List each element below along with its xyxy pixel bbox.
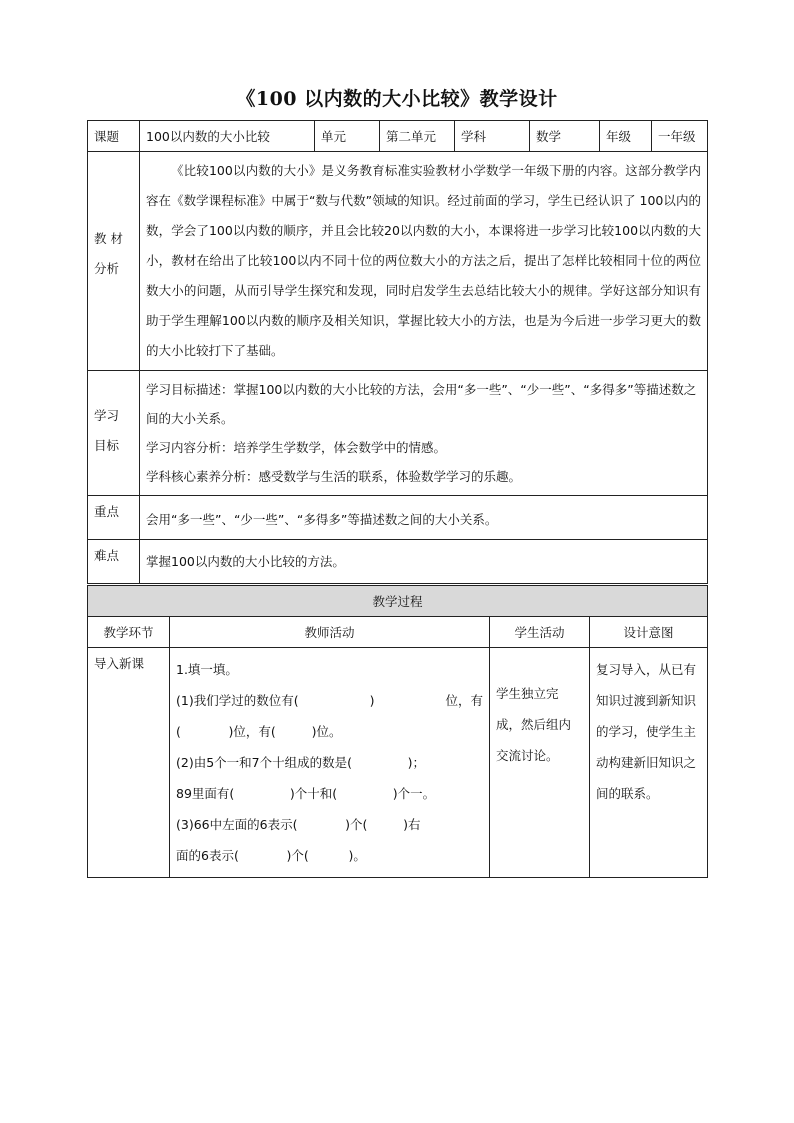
goal-content-analysis: 学习内容分析：培养学生学数学，体会数学中的情感。 xyxy=(146,440,447,455)
col-intent: 设计意图 xyxy=(590,617,708,648)
goals-label-line2: 目标 xyxy=(94,438,120,453)
goal-description: 学习目标描述：掌握100以内数的大小比较的方法，会用“多一些”、“少一些”、“多得多”等描述数之间的大小关系。 xyxy=(146,382,697,426)
teacher-q1-a: (1)我们学过的数位有( xyxy=(176,693,299,708)
keypoint-row xyxy=(88,496,708,540)
material-row xyxy=(88,152,708,371)
grade-label: 年级 xyxy=(600,121,652,152)
teacher-q2: (2)由5个一和7个十组成的数是( )； xyxy=(176,755,425,770)
goals-label-line1: 学习 xyxy=(94,408,120,423)
teacher-q1-b: ) xyxy=(369,693,375,708)
difficulty-label: 难点 xyxy=(88,540,140,584)
course-value: 100以内数的大小比较 xyxy=(140,121,315,152)
difficulty-text: 掌握100以内数的大小比较的方法。 xyxy=(140,540,708,584)
teacher-q1-line xyxy=(176,685,483,716)
col-student: 学生活动 xyxy=(490,617,590,648)
design-intent: 复习导入，从已有知识过渡到新知识的学习，使学生主动构建新旧知识之间的联系。 xyxy=(590,648,708,878)
col-stage: 教学环节 xyxy=(88,617,170,648)
grade-value: 一年级 xyxy=(652,121,708,152)
info-table xyxy=(87,120,708,584)
teacher-q1-c: 位，有 xyxy=(445,693,483,708)
difficulty-row xyxy=(88,540,708,584)
course-label: 课题 xyxy=(88,121,140,152)
keypoint-text: 会用“多一些”、“少一些”、“多得多”等描述数之间的大小关系。 xyxy=(140,496,708,540)
unit-label: 单元 xyxy=(315,121,380,152)
process-title: 教学过程 xyxy=(88,586,708,617)
teacher-q3: 89里面有( )个十和( )个一。 xyxy=(176,786,436,801)
teacher-q4: (3)66中左面的6表示( )个( )右 xyxy=(176,817,421,832)
goal-core-literacy: 学科核心素养分析：感受数学与生活的联系，体验数学学习的乐趣。 xyxy=(146,469,522,484)
material-label-line1: 教 材 xyxy=(94,231,123,246)
student-activity: 学生独立完成，然后组内交流讨论。 xyxy=(490,648,590,878)
keypoint-label: 重点 xyxy=(88,496,140,540)
teacher-q1-cont: ( )位，有( )位。 xyxy=(176,724,342,739)
unit-value: 第二单元 xyxy=(380,121,455,152)
process-title-row xyxy=(88,586,708,617)
material-label-line2: 分析 xyxy=(94,261,120,276)
teacher-heading: 1.填一填。 xyxy=(176,662,238,677)
teacher-q5: 面的6表示( )个( )。 xyxy=(176,848,366,863)
document-title: 《100 以内数的大小比较》教学设计 xyxy=(236,88,558,110)
stage-cell: 导入新课 xyxy=(88,648,170,878)
material-label xyxy=(88,152,140,371)
process-header-row xyxy=(88,617,708,648)
goals-content xyxy=(140,371,708,496)
process-row-intro xyxy=(88,648,708,878)
subject-label: 学科 xyxy=(455,121,530,152)
material-text: 《比较100以内数的大小》是义务教育标准实验教材小学数学一年级下册的内容。这部分教学内容在《数学课程标准》中属于“数与代数”领域的知识。经过前面的学习，学生已经认识了 100以内的数，学会了100以内数的顺序，并且会比较20以内数的大小，本课将进一步学习比较100以内数的大小，教材在给出了比较100以内不同十位的两位数大小的方法之后，提出了怎样比较相同十位的两位数大小的问题，从而引导学生探究和发现，同时启发学生去总结比较大小的规律。学好这部分知识有助于学生理解100以内数的顺序及相关知识，掌握比较大小的方法，也是为今后进一步学习更大的数的大小比较打下了基础。 xyxy=(140,152,708,371)
process-table xyxy=(87,585,708,878)
goals-label xyxy=(88,371,140,496)
col-teacher: 教师活动 xyxy=(170,617,490,648)
goals-row xyxy=(88,371,708,496)
subject-value: 数学 xyxy=(530,121,600,152)
info-row xyxy=(88,121,708,152)
teacher-activity xyxy=(170,648,490,878)
